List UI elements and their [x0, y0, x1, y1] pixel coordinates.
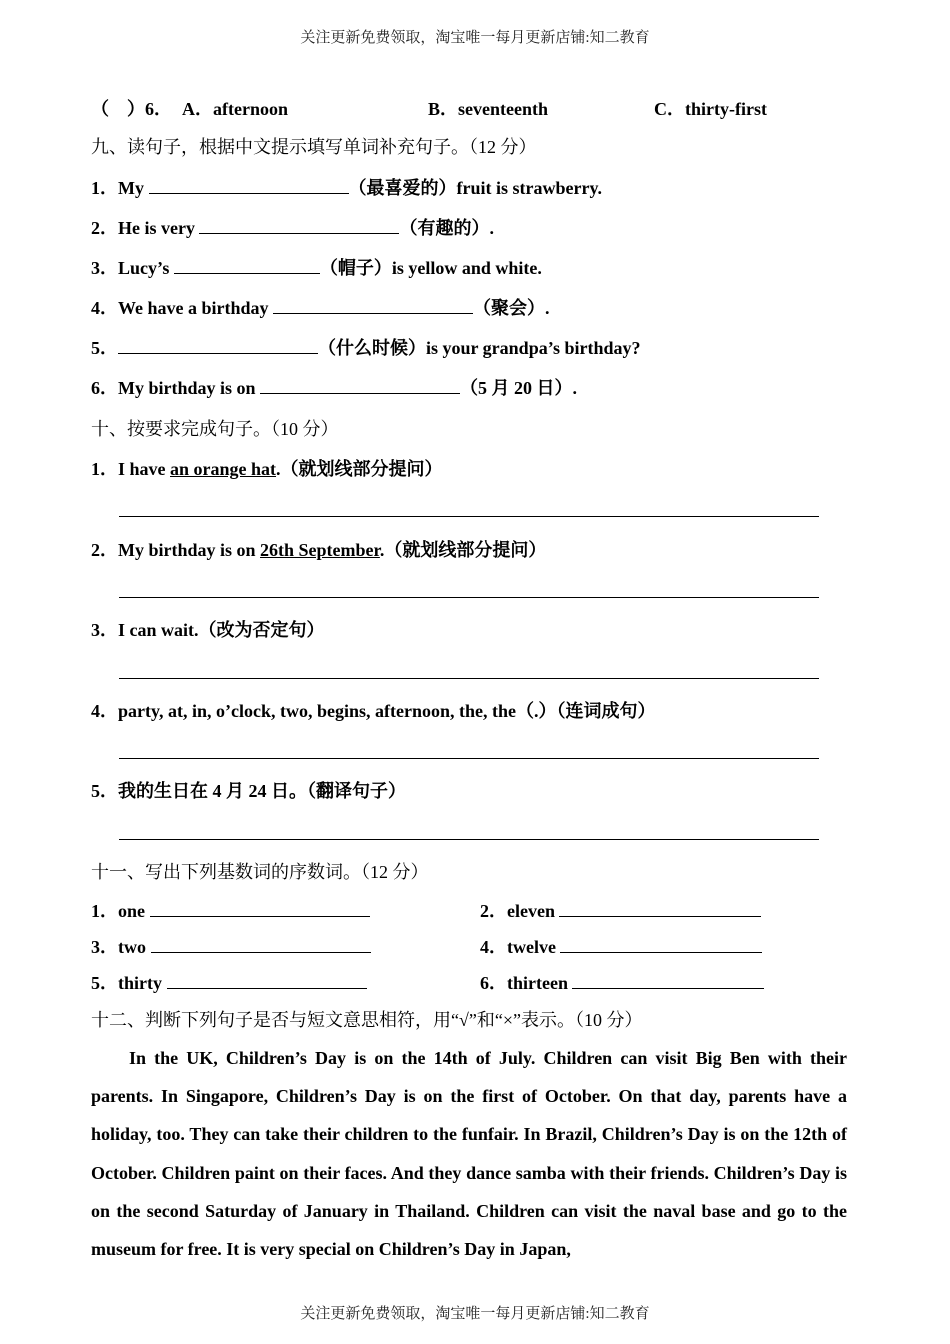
s10-item-1: 1．I have an orange hat.（就划线部分提问） — [91, 459, 443, 479]
answer-line[interactable] — [119, 758, 819, 759]
answer-blank[interactable] — [559, 901, 761, 917]
page-footer: 关注更新免费领取，淘宝唯一每月更新店铺:知二教育 — [300, 1306, 650, 1322]
option-a: A．afternoon — [182, 99, 288, 119]
section-10-title: 十、按要求完成句子。（10 分） — [91, 419, 339, 439]
s9-item-3: 3．Lucy’s （帽子）is yellow and white. — [91, 258, 542, 278]
answer-blank[interactable] — [149, 178, 349, 194]
section-9-title: 九、读句子，根据中文提示填写单词补充句子。（12 分） — [91, 137, 537, 157]
s11-item-1: 1．one — [91, 900, 370, 922]
section-12-title: 十二、判断下列句子是否与短文意思相符，用“√”和“×”表示。（10 分） — [91, 1010, 643, 1030]
s11-item-4: 4．twelve — [480, 936, 762, 958]
answer-blank[interactable] — [151, 937, 371, 953]
answer-blank[interactable] — [150, 901, 370, 917]
answer-blank[interactable] — [199, 218, 399, 234]
answer-line[interactable] — [119, 597, 819, 598]
s9-item-2: 2．He is very （有趣的）. — [91, 218, 494, 238]
s9-item-5: 5． （什么时候）is your grandpa’s birthday? — [91, 338, 641, 358]
answer-blank[interactable] — [572, 973, 764, 989]
answer-blank[interactable] — [260, 378, 460, 394]
s11-item-6: 6．thirteen — [480, 972, 764, 994]
answer-blank[interactable] — [118, 338, 318, 354]
s10-item-5: 5．我的生日在 4 月 24 日。（翻译句子） — [91, 781, 406, 801]
s9-item-6: 6．My birthday is on （5 月 20 日）. — [91, 378, 578, 398]
option-b: B．seventeenth — [428, 99, 548, 119]
answer-blank[interactable] — [560, 937, 762, 953]
option-c: C．thirty-first — [654, 99, 767, 119]
section-11-title: 十一、写出下列基数词的序数词。（12 分） — [91, 862, 429, 882]
s9-item-1: 1．My （最喜爱的）fruit is strawberry. — [91, 178, 602, 198]
s11-item-5: 5．thirty — [91, 972, 367, 994]
answer-line[interactable] — [119, 678, 819, 679]
s10-item-3: 3．I can wait.（改为否定句） — [91, 620, 325, 640]
answer-blank[interactable] — [174, 258, 320, 274]
s10-item-2: 2．My birthday is on 26th September.（就划线部分提问） — [91, 540, 547, 560]
answer-blank[interactable] — [167, 973, 367, 989]
page-header: 关注更新免费领取，淘宝唯一每月更新店铺:知二教育 — [300, 30, 650, 46]
answer-blank[interactable] — [273, 298, 473, 314]
answer-line[interactable] — [119, 839, 819, 840]
reading-passage: In the UK, Children’s Day is on the 14th of July. Children can visit Big Ben with their parents. In Singapore, Children’s Day is on the first of October. On that day, parents have a holiday, too. They can take their children to the funfair. In Brazil, Children’s Day is on the 12th of October. Children paint on their faces. And they dance samba with their friends. Children’s Day is on the second Saturday of January in Thailand. Children can visit the naval base and go to the museum for free. It is very special on Children’s Day in Japan, — [91, 1048, 847, 1260]
s11-item-3: 3．two — [91, 936, 371, 958]
s11-item-2: 2．eleven — [480, 900, 761, 922]
question-6-prefix: （ ）6． — [91, 99, 172, 119]
answer-line[interactable] — [119, 516, 819, 517]
s10-item-4: 4．party, at, in, o’clock, two, begins, afternoon, the, the（.）（连词成句） — [91, 701, 656, 721]
s9-item-4: 4．We have a birthday （聚会）. — [91, 298, 550, 318]
question-6 — [91, 98, 172, 120]
